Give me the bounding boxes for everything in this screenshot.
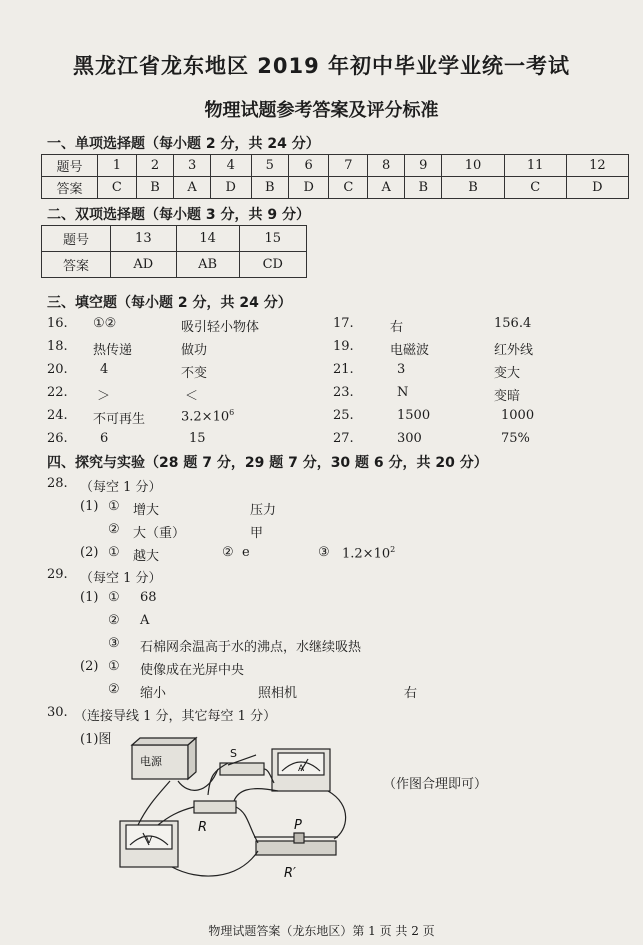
answer-text: 变暗 <box>494 389 521 404</box>
item-number: 23. <box>333 385 354 400</box>
score-note: （每空 1 分） <box>80 571 162 586</box>
answer-text: 热传递 <box>93 343 133 358</box>
answer-text: 压力 <box>250 503 277 518</box>
question-number: 2 <box>136 155 173 177</box>
page-subtitle: 物理试题参考答案及评分标准 <box>204 100 439 121</box>
section4-heading: 四、探究与实验（28 题 7 分，29 题 7 分，30 题 6 分，共 20 分） <box>47 455 488 471</box>
answer-cell: A <box>174 177 211 199</box>
question-number: 14 <box>176 226 239 252</box>
answer-text: 变大 <box>494 366 521 381</box>
section2-table <box>41 225 307 278</box>
circled-number: ② <box>108 522 120 537</box>
answer-text: 不变 <box>181 366 208 381</box>
ammeter-label: A <box>298 764 305 774</box>
answer-text-base: 1.2×10 <box>342 546 391 562</box>
item-number: 26. <box>47 431 68 446</box>
table-row <box>42 252 307 278</box>
answer-text: 越大 <box>133 549 160 564</box>
diagram-note: （作图合理即可） <box>383 777 488 792</box>
circled-number: ③ <box>318 545 330 560</box>
question-number: 12 <box>566 155 628 177</box>
part-label: (2) <box>80 545 99 560</box>
answer-text: 使像成在光屏中央 <box>140 663 245 678</box>
answer-text: 右 <box>404 686 418 701</box>
answer-cell: C <box>504 177 566 199</box>
answer-cell: D <box>288 177 329 199</box>
circled-number: ① <box>108 499 120 514</box>
row-label: 题号 <box>42 155 98 177</box>
answer-text: 75% <box>501 431 530 446</box>
wire <box>328 791 346 839</box>
answer-cell: B <box>405 177 442 199</box>
score-note: （连接导线 1 分，其它每空 1 分） <box>74 709 277 724</box>
part-label: (1) <box>80 499 99 514</box>
answer-cell: AB <box>176 252 239 278</box>
page-title: 黑龙江省龙东地区 2019 年初中毕业学业统一考试 <box>72 54 571 78</box>
item-number: 28. <box>47 476 68 491</box>
circled-number: ① <box>108 545 120 560</box>
answer-text: 大（重） <box>133 526 186 541</box>
answer-text: 做功 <box>181 343 208 358</box>
answer-text: 4 <box>100 362 109 377</box>
answer-text: A <box>140 613 150 628</box>
answer-text: 1000 <box>501 408 535 423</box>
table-row <box>42 155 629 177</box>
answer-cell: AD <box>111 252 177 278</box>
answer-text: 增大 <box>133 503 160 518</box>
switch-base <box>220 763 264 775</box>
answer-cell: C <box>98 177 137 199</box>
part-label: (2) <box>80 659 99 674</box>
part-label: (1)图 <box>80 732 112 747</box>
answer-text: 缩小 <box>140 686 167 701</box>
answer-text: 甲 <box>250 526 264 541</box>
exponent: 6 <box>229 408 235 417</box>
exponent: 2 <box>390 545 396 554</box>
item-number: 19. <box>333 339 354 354</box>
item-number: 30. <box>47 705 68 720</box>
answer-cell: D <box>566 177 628 199</box>
slider-label: P <box>294 818 302 833</box>
wire <box>172 851 258 876</box>
wire <box>138 781 170 825</box>
answer-cell: CD <box>239 252 306 278</box>
answer-cell: D <box>211 177 252 199</box>
answer-text: 红外线 <box>494 343 534 358</box>
circled-number: ③ <box>108 636 120 651</box>
resistor-body <box>194 801 236 813</box>
question-number: 13 <box>111 226 177 252</box>
answer-cell: B <box>442 177 504 199</box>
answer-text: 3 <box>397 362 406 377</box>
answer-text: 156.4 <box>494 316 532 331</box>
circled-number: ② <box>108 682 120 697</box>
page-footer: 物理试题答案（龙东地区）第 1 页 共 2 页 <box>208 924 435 938</box>
circled-number: ① <box>108 659 120 674</box>
section2-heading: 二、双项选择题（每小题 3 分，共 9 分） <box>47 207 310 223</box>
question-number: 11 <box>504 155 566 177</box>
answer-text: 右 <box>390 320 404 335</box>
question-number: 6 <box>288 155 329 177</box>
answer-text: 照相机 <box>258 686 298 701</box>
item-number: 17. <box>333 316 354 331</box>
item-number: 22. <box>47 385 68 400</box>
table-row <box>42 226 307 252</box>
item-number: 27. <box>333 431 354 446</box>
answer-text: ①② <box>93 316 117 331</box>
row-label: 答案 <box>42 252 111 278</box>
rheostat-label: R′ <box>284 866 296 881</box>
answer-cell: A <box>368 177 405 199</box>
score-note: （每空 1 分） <box>80 480 162 495</box>
circled-number: ① <box>108 590 120 605</box>
item-number: 25. <box>333 408 354 423</box>
answer-text: 300 <box>397 431 422 446</box>
answer-cell: C <box>329 177 368 199</box>
question-number: 8 <box>368 155 405 177</box>
item-number: 20. <box>47 362 68 377</box>
answer-text: 吸引轻小物体 <box>181 320 260 335</box>
answer-text: ＞ <box>97 389 111 404</box>
item-number: 16. <box>47 316 68 331</box>
answer-text: 6 <box>100 431 109 446</box>
answer-text <box>181 408 234 424</box>
rheostat-slider <box>294 833 304 843</box>
question-number: 9 <box>405 155 442 177</box>
item-number: 18. <box>47 339 68 354</box>
item-number: 24. <box>47 408 68 423</box>
circled-number: ② <box>222 545 234 560</box>
power-supply-side <box>188 738 196 779</box>
resistor-label: R <box>198 820 208 835</box>
answer-text: 石棉网余温高于水的沸点，水继续吸热 <box>140 640 362 655</box>
power-supply-top <box>132 738 196 745</box>
question-number: 5 <box>251 155 288 177</box>
wire <box>236 807 258 843</box>
answer-cell: B <box>136 177 173 199</box>
section3-heading: 三、填空题（每小题 2 分，共 24 分） <box>47 295 292 311</box>
answer-text: 不可再生 <box>93 412 146 427</box>
section1-heading: 一、单项选择题（每小题 2 分，共 24 分） <box>47 136 320 152</box>
answer-cell: B <box>251 177 288 199</box>
answer-text: e <box>242 545 250 560</box>
row-label: 题号 <box>42 226 111 252</box>
answer-text: 15 <box>189 431 206 446</box>
answer-text: 68 <box>140 590 157 605</box>
question-number: 15 <box>239 226 306 252</box>
question-number: 4 <box>211 155 252 177</box>
answer-text-base: 3.2×10 <box>181 409 230 425</box>
answer-text: ＜ <box>185 389 199 404</box>
answer-text: 电磁波 <box>390 343 430 358</box>
power-label: 电源 <box>140 755 162 768</box>
question-number: 7 <box>329 155 368 177</box>
table-row <box>42 177 629 199</box>
part-label: (1) <box>80 590 99 605</box>
switch-label: S <box>230 747 237 760</box>
question-number: 10 <box>442 155 504 177</box>
item-number: 21. <box>333 362 354 377</box>
section1-table <box>41 154 629 199</box>
circled-number: ② <box>108 613 120 628</box>
answer-text: N <box>397 385 409 400</box>
circuit-diagram <box>118 735 358 885</box>
voltmeter-label: V <box>146 836 153 846</box>
wire <box>234 789 278 801</box>
item-number: 29. <box>47 567 68 582</box>
answer-text: 1500 <box>397 408 431 423</box>
row-label: 答案 <box>42 177 98 199</box>
answer-text <box>342 545 395 561</box>
question-number: 3 <box>174 155 211 177</box>
question-number: 1 <box>98 155 137 177</box>
